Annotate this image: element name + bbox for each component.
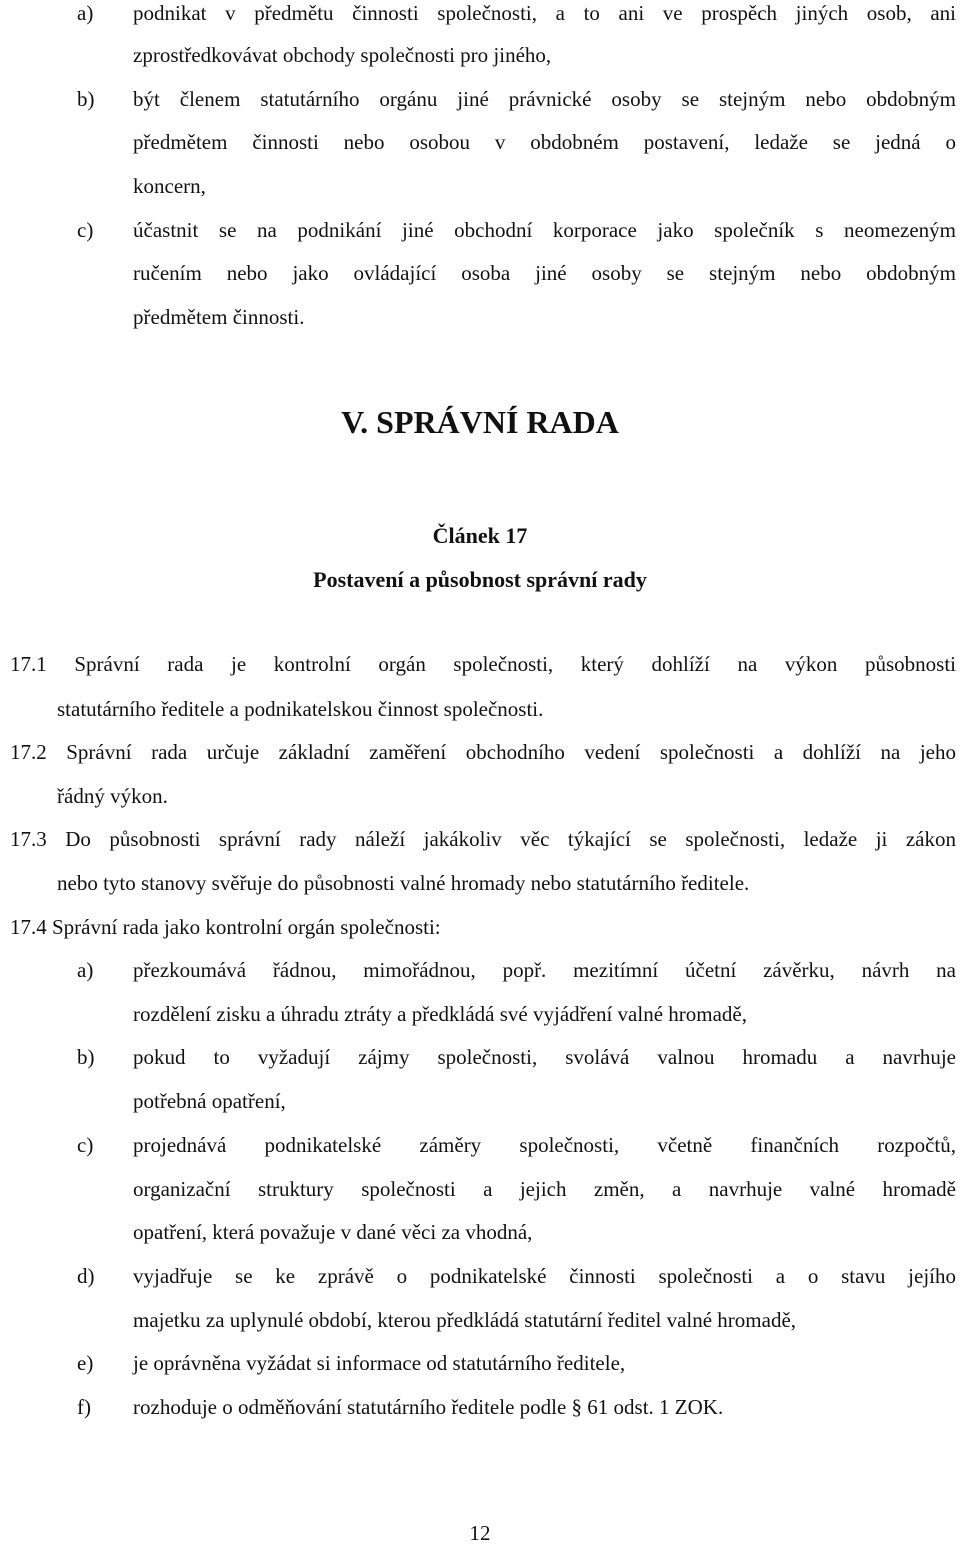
list-item-text: být členem statutárního orgánu jiné právnické osoby se stejným nebo obdobným: [133, 87, 956, 111]
paragraph-text: 17.4 Správní rada jako kontrolní orgán společnosti:: [10, 915, 441, 939]
list-marker: e): [77, 1351, 94, 1375]
paragraph-text: řádný výkon.: [57, 784, 168, 808]
list-marker: d): [77, 1264, 95, 1288]
list-marker: a): [77, 1, 94, 25]
list-item-text: organizační struktury společnosti a jejich změn, a navrhuje valné hromadě: [133, 1177, 956, 1201]
list-item-text: opatření, která považuje v dané věci za vhodná,: [133, 1220, 533, 1244]
paragraph-text: 17.3 Do působnosti správní rady náleží jakákoliv věc týkající se společnosti, ledaže ji zákon: [10, 827, 956, 851]
list-item-text: předmětem činnosti nebo osobou v obdobném postavení, ledaže se jedná o: [133, 130, 956, 154]
list-item-text: předmětem činnosti.: [133, 305, 305, 329]
list-marker: b): [77, 1045, 95, 1069]
list-item-text: je oprávněna vyžádat si informace od statutárního ředitele,: [133, 1351, 626, 1375]
article-number: Článek 17: [432, 523, 528, 548]
section-title: V. SPRÁVNÍ RADA: [341, 404, 619, 440]
list-item-text: rozhoduje o odměňování statutárního ředitele podle § 61 odst. 1 ZOK.: [133, 1395, 724, 1419]
list-item-text: majetku za uplynulé období, kterou předkládá statutární ředitel valné hromadě,: [133, 1308, 797, 1332]
list-marker: a): [77, 958, 94, 982]
article-title: Postavení a působnost správní rady: [313, 567, 647, 592]
list-item-text: podnikat v předmětu činnosti společnosti, a to ani ve prospěch jiných osob, ani: [133, 1, 956, 25]
list-item-text: projednává podnikatelské záměry společnosti, včetně finančních rozpočtů,: [133, 1133, 956, 1157]
paragraph-text: nebo tyto stanovy svěřuje do působnosti valné hromady nebo statutárního ředitele.: [57, 871, 750, 895]
paragraph-text: 17.2 Správní rada určuje základní zaměření obchodního vedení společnosti a dohlíží na jeho: [10, 740, 956, 764]
page-number: 12: [469, 1521, 491, 1545]
paragraph-text: statutárního ředitele a podnikatelskou činnost společnosti.: [57, 697, 544, 721]
list-marker: f): [77, 1395, 91, 1419]
list-item-text: potřebná opatření,: [133, 1089, 286, 1113]
list-item-text: pokud to vyžadují zájmy společnosti, svolává valnou hromadu a navrhuje: [133, 1045, 956, 1069]
paragraph-text: 17.1 Správní rada je kontrolní orgán společnosti, který dohlíží na výkon působnosti: [10, 652, 956, 676]
list-item-text: ručením nebo jako ovládající osoba jiné osoby se stejným nebo obdobným: [133, 261, 956, 285]
list-marker: b): [77, 87, 95, 111]
list-marker: c): [77, 218, 94, 242]
list-item-text: koncern,: [133, 174, 206, 198]
list-item-text: účastnit se na podnikání jiné obchodní korporace jako společník s neomezeným: [133, 218, 956, 242]
list-item-text: přezkoumává řádnou, mimořádnou, popř. mezitímní účetní závěrku, návrh na: [133, 958, 956, 982]
list-item-text: rozdělení zisku a úhradu ztráty a předkládá své vyjádření valné hromadě,: [133, 1002, 747, 1026]
list-item-text: zprostředkovávat obchody společnosti pro jiného,: [133, 43, 552, 67]
list-item-text: vyjadřuje se ke zprávě o podnikatelské činnosti společnosti a o stavu jejího: [133, 1264, 956, 1288]
list-marker: c): [77, 1133, 94, 1157]
